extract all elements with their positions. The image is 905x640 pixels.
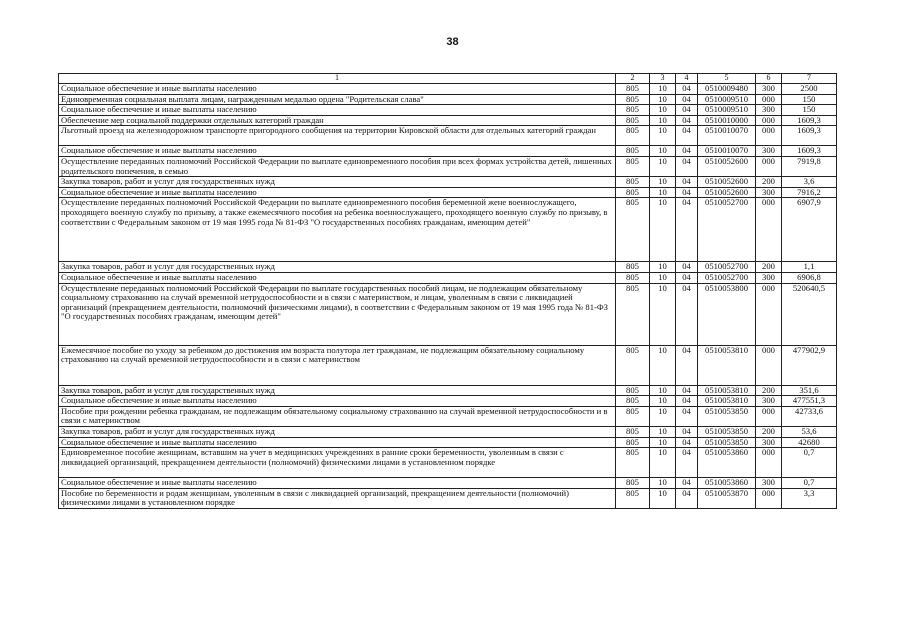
code-ministry: 805: [616, 437, 650, 448]
code-target-article: 0510053870: [698, 488, 756, 508]
table-row: [59, 345, 837, 385]
table-row: [59, 396, 837, 407]
code-section: 10: [650, 488, 676, 508]
amount: 53,6: [782, 426, 837, 437]
code-expense-type: 000: [756, 448, 782, 478]
amount: 6907,9: [782, 198, 837, 262]
code-ministry: 805: [616, 396, 650, 407]
table-row: [59, 146, 837, 157]
budget-table: [58, 73, 837, 509]
code-ministry: 805: [616, 146, 650, 157]
code-subsection: 04: [676, 478, 698, 489]
code-subsection: 04: [676, 177, 698, 188]
code-expense-type: 300: [756, 478, 782, 489]
code-ministry: 805: [616, 198, 650, 262]
row-description: Социальное обеспечение и иные выплаты населению: [59, 272, 616, 283]
table-row: [59, 105, 837, 116]
code-ministry: 805: [616, 283, 650, 345]
code-subsection: 04: [676, 426, 698, 437]
code-section: 10: [650, 272, 676, 283]
code-section: 10: [650, 396, 676, 407]
row-description: Единовременное пособие женщинам, вставшим на учет в медицинских учреждениях в ранние сроки беременности, уволенным в связи с ликвидацией организаций, прекращением деятельности (полномочий) физическими лицами в установленном порядке: [59, 448, 616, 478]
code-section: 10: [650, 156, 676, 176]
amount: 6906,8: [782, 272, 837, 283]
column-header: 7: [782, 74, 837, 84]
table-row: [59, 187, 837, 198]
row-description: Закупка товаров, работ и услуг для государственных нужд: [59, 262, 616, 273]
table-row: [59, 156, 837, 176]
row-description: Социальное обеспечение и иные выплаты населению: [59, 105, 616, 116]
code-subsection: 04: [676, 396, 698, 407]
table-row: [59, 478, 837, 489]
code-target-article: 0510052600: [698, 187, 756, 198]
code-target-article: 0510053860: [698, 448, 756, 478]
row-description: Обеспечение мер социальной поддержки отдельных категорий граждан: [59, 115, 616, 126]
table-row: [59, 115, 837, 126]
code-expense-type: 200: [756, 426, 782, 437]
code-expense-type: 000: [756, 406, 782, 426]
amount: 477902,9: [782, 345, 837, 385]
page-number: 38: [446, 36, 459, 48]
code-section: 10: [650, 105, 676, 116]
row-description: Социальное обеспечение и иные выплаты населению: [59, 437, 616, 448]
row-description: Социальное обеспечение и иные выплаты населению: [59, 187, 616, 198]
code-ministry: 805: [616, 262, 650, 273]
code-ministry: 805: [616, 84, 650, 95]
row-description: Пособие по беременности и родам женщинам, уволенным в связи с ликвидацией организаций, прекращением деятельности (полномочий) физическими лицами в установленном порядке: [59, 488, 616, 508]
row-description: Пособие при рождении ребенка гражданам, не подлежащим обязательному социальному страхованию на случай временной нетрудоспособности и в связи с материнством: [59, 406, 616, 426]
code-ministry: 805: [616, 478, 650, 489]
code-target-article: 0510053810: [698, 385, 756, 396]
code-subsection: 04: [676, 406, 698, 426]
code-ministry: 805: [616, 115, 650, 126]
code-target-article: 0510053850: [698, 406, 756, 426]
code-expense-type: 000: [756, 94, 782, 105]
code-target-article: 0510009480: [698, 84, 756, 95]
amount: 477551,3: [782, 396, 837, 407]
code-expense-type: 300: [756, 437, 782, 448]
amount: 351,6: [782, 385, 837, 396]
table-row: [59, 385, 837, 396]
code-section: 10: [650, 385, 676, 396]
code-expense-type: 300: [756, 272, 782, 283]
code-expense-type: 000: [756, 156, 782, 176]
code-subsection: 04: [676, 146, 698, 157]
code-expense-type: 000: [756, 198, 782, 262]
code-section: 10: [650, 115, 676, 126]
row-description: Социальное обеспечение и иные выплаты населению: [59, 478, 616, 489]
code-expense-type: 300: [756, 84, 782, 95]
code-target-article: 0510053800: [698, 283, 756, 345]
column-header: 3: [650, 74, 676, 84]
row-description: Социальное обеспечение и иные выплаты населению: [59, 84, 616, 95]
column-header: 6: [756, 74, 782, 84]
code-target-article: 0510053810: [698, 345, 756, 385]
amount: 0,7: [782, 448, 837, 478]
code-section: 10: [650, 198, 676, 262]
table-row: [59, 437, 837, 448]
code-subsection: 04: [676, 187, 698, 198]
code-subsection: 04: [676, 385, 698, 396]
code-subsection: 04: [676, 448, 698, 478]
table-row: [59, 488, 837, 508]
code-ministry: 805: [616, 426, 650, 437]
code-section: 10: [650, 262, 676, 273]
code-section: 10: [650, 177, 676, 188]
table-row: [59, 426, 837, 437]
code-target-article: 0510053850: [698, 426, 756, 437]
row-description: Осуществление переданных полномочий Российской Федерации по выплате государственных пособий лицам, не подлежащим обязательному социальному страхованию на случай временной нетрудоспособности и в связи с материнством, и лицам, уволенным в связи с ликвидацией организаций (прекращением деятельности, полномочий физическими лицами), в соответствии с Федеральным законом от 19 мая 1995 года № 81-ФЗ "О государственных пособиях гражданам, имеющим детей": [59, 283, 616, 345]
code-ministry: 805: [616, 187, 650, 198]
table-row: [59, 198, 837, 262]
code-ministry: 805: [616, 126, 650, 146]
table-header-row: [59, 74, 837, 84]
code-target-article: 0510053850: [698, 437, 756, 448]
row-description: Ежемесячное пособие по уходу за ребенком до достижения им возраста полутора лет гражданам, не подлежащим обязательному социальному страхованию на случай временной нетрудоспособности и в связи с материнством: [59, 345, 616, 385]
amount: 150: [782, 94, 837, 105]
code-target-article: 0510052700: [698, 198, 756, 262]
code-section: 10: [650, 345, 676, 385]
table-row: [59, 177, 837, 188]
code-subsection: 04: [676, 198, 698, 262]
code-target-article: 0510009510: [698, 94, 756, 105]
code-subsection: 04: [676, 283, 698, 345]
code-ministry: 805: [616, 94, 650, 105]
code-target-article: 0510009510: [698, 105, 756, 116]
code-expense-type: 300: [756, 146, 782, 157]
row-description: Социальное обеспечение и иные выплаты населению: [59, 396, 616, 407]
code-target-article: 0510052700: [698, 272, 756, 283]
code-section: 10: [650, 426, 676, 437]
code-subsection: 04: [676, 94, 698, 105]
table-row: [59, 94, 837, 105]
code-ministry: 805: [616, 272, 650, 283]
amount: 1609,3: [782, 146, 837, 157]
code-section: 10: [650, 448, 676, 478]
row-description: Закупка товаров, работ и услуг для государственных нужд: [59, 385, 616, 396]
amount: 42680: [782, 437, 837, 448]
code-expense-type: 300: [756, 187, 782, 198]
table-row: [59, 448, 837, 478]
table-row: [59, 262, 837, 273]
amount: 42733,6: [782, 406, 837, 426]
amount: 7916,2: [782, 187, 837, 198]
amount: 2500: [782, 84, 837, 95]
column-header: 5: [698, 74, 756, 84]
code-ministry: 805: [616, 406, 650, 426]
code-target-article: 0510053810: [698, 396, 756, 407]
code-expense-type: 300: [756, 396, 782, 407]
code-ministry: 805: [616, 177, 650, 188]
row-description: Социальное обеспечение и иные выплаты населению: [59, 146, 616, 157]
code-ministry: 805: [616, 345, 650, 385]
code-section: 10: [650, 437, 676, 448]
amount: 1609,3: [782, 115, 837, 126]
code-subsection: 04: [676, 262, 698, 273]
code-target-article: 0510052600: [698, 156, 756, 176]
amount: 7919,8: [782, 156, 837, 176]
code-subsection: 04: [676, 126, 698, 146]
code-subsection: 04: [676, 105, 698, 116]
code-target-article: 0510010070: [698, 146, 756, 157]
amount: 520640,5: [782, 283, 837, 345]
code-expense-type: 200: [756, 177, 782, 188]
code-section: 10: [650, 406, 676, 426]
code-section: 10: [650, 126, 676, 146]
amount: 3,6: [782, 177, 837, 188]
row-description: Осуществление переданных полномочий Российской Федерации по выплате единовременного пособия при всех формах устройства детей, лишенных родительского попечения, в семью: [59, 156, 616, 176]
code-ministry: 805: [616, 385, 650, 396]
row-description: Закупка товаров, работ и услуг для государственных нужд: [59, 426, 616, 437]
code-expense-type: 200: [756, 385, 782, 396]
table-row: [59, 406, 837, 426]
column-header: 1: [59, 74, 616, 84]
code-expense-type: 000: [756, 345, 782, 385]
code-subsection: 04: [676, 115, 698, 126]
code-subsection: 04: [676, 437, 698, 448]
amount: 0,7: [782, 478, 837, 489]
table-row: [59, 126, 837, 146]
code-expense-type: 000: [756, 488, 782, 508]
code-ministry: 805: [616, 156, 650, 176]
table-row: [59, 272, 837, 283]
code-target-article: 0510010000: [698, 115, 756, 126]
code-subsection: 04: [676, 345, 698, 385]
amount: 1609,3: [782, 126, 837, 146]
code-target-article: 0510052700: [698, 262, 756, 273]
code-expense-type: 200: [756, 262, 782, 273]
code-section: 10: [650, 187, 676, 198]
code-subsection: 04: [676, 488, 698, 508]
code-target-article: 0510053860: [698, 478, 756, 489]
code-subsection: 04: [676, 272, 698, 283]
row-description: Осуществление переданных полномочий Российской Федерации по выплате единовременного пособия беременной жене военнослужащего, проходящего военную службу по призыву, а также ежемесячного пособия на ребенка военнослужащего, проходящего военную службу по призыву, в соответствии с Федеральным законом от 19 мая 1995 года № 81-ФЗ "О государственных пособиях гражданам, имеющим детей": [59, 198, 616, 262]
code-section: 10: [650, 478, 676, 489]
code-target-article: 0510010070: [698, 126, 756, 146]
row-description: Льготный проезд на железнодорожном транспорте пригородного сообщения на территории Кировской области для отдельных категорий граждан: [59, 126, 616, 146]
amount: 150: [782, 105, 837, 116]
code-subsection: 04: [676, 84, 698, 95]
table-row: [59, 283, 837, 345]
code-expense-type: 000: [756, 283, 782, 345]
code-expense-type: 000: [756, 126, 782, 146]
code-section: 10: [650, 94, 676, 105]
code-ministry: 805: [616, 488, 650, 508]
code-ministry: 805: [616, 105, 650, 116]
code-section: 10: [650, 283, 676, 345]
row-description: Единовременная социальная выплата лицам, награжденным медалью ордена "Родительская слава": [59, 94, 616, 105]
code-expense-type: 300: [756, 105, 782, 116]
column-header: 4: [676, 74, 698, 84]
table-row: [59, 84, 837, 95]
code-section: 10: [650, 84, 676, 95]
code-ministry: 805: [616, 448, 650, 478]
row-description: Закупка товаров, работ и услуг для государственных нужд: [59, 177, 616, 188]
amount: 1,1: [782, 262, 837, 273]
amount: 3,3: [782, 488, 837, 508]
code-target-article: 0510052600: [698, 177, 756, 188]
code-expense-type: 000: [756, 115, 782, 126]
column-header: 2: [616, 74, 650, 84]
code-section: 10: [650, 146, 676, 157]
code-subsection: 04: [676, 156, 698, 176]
